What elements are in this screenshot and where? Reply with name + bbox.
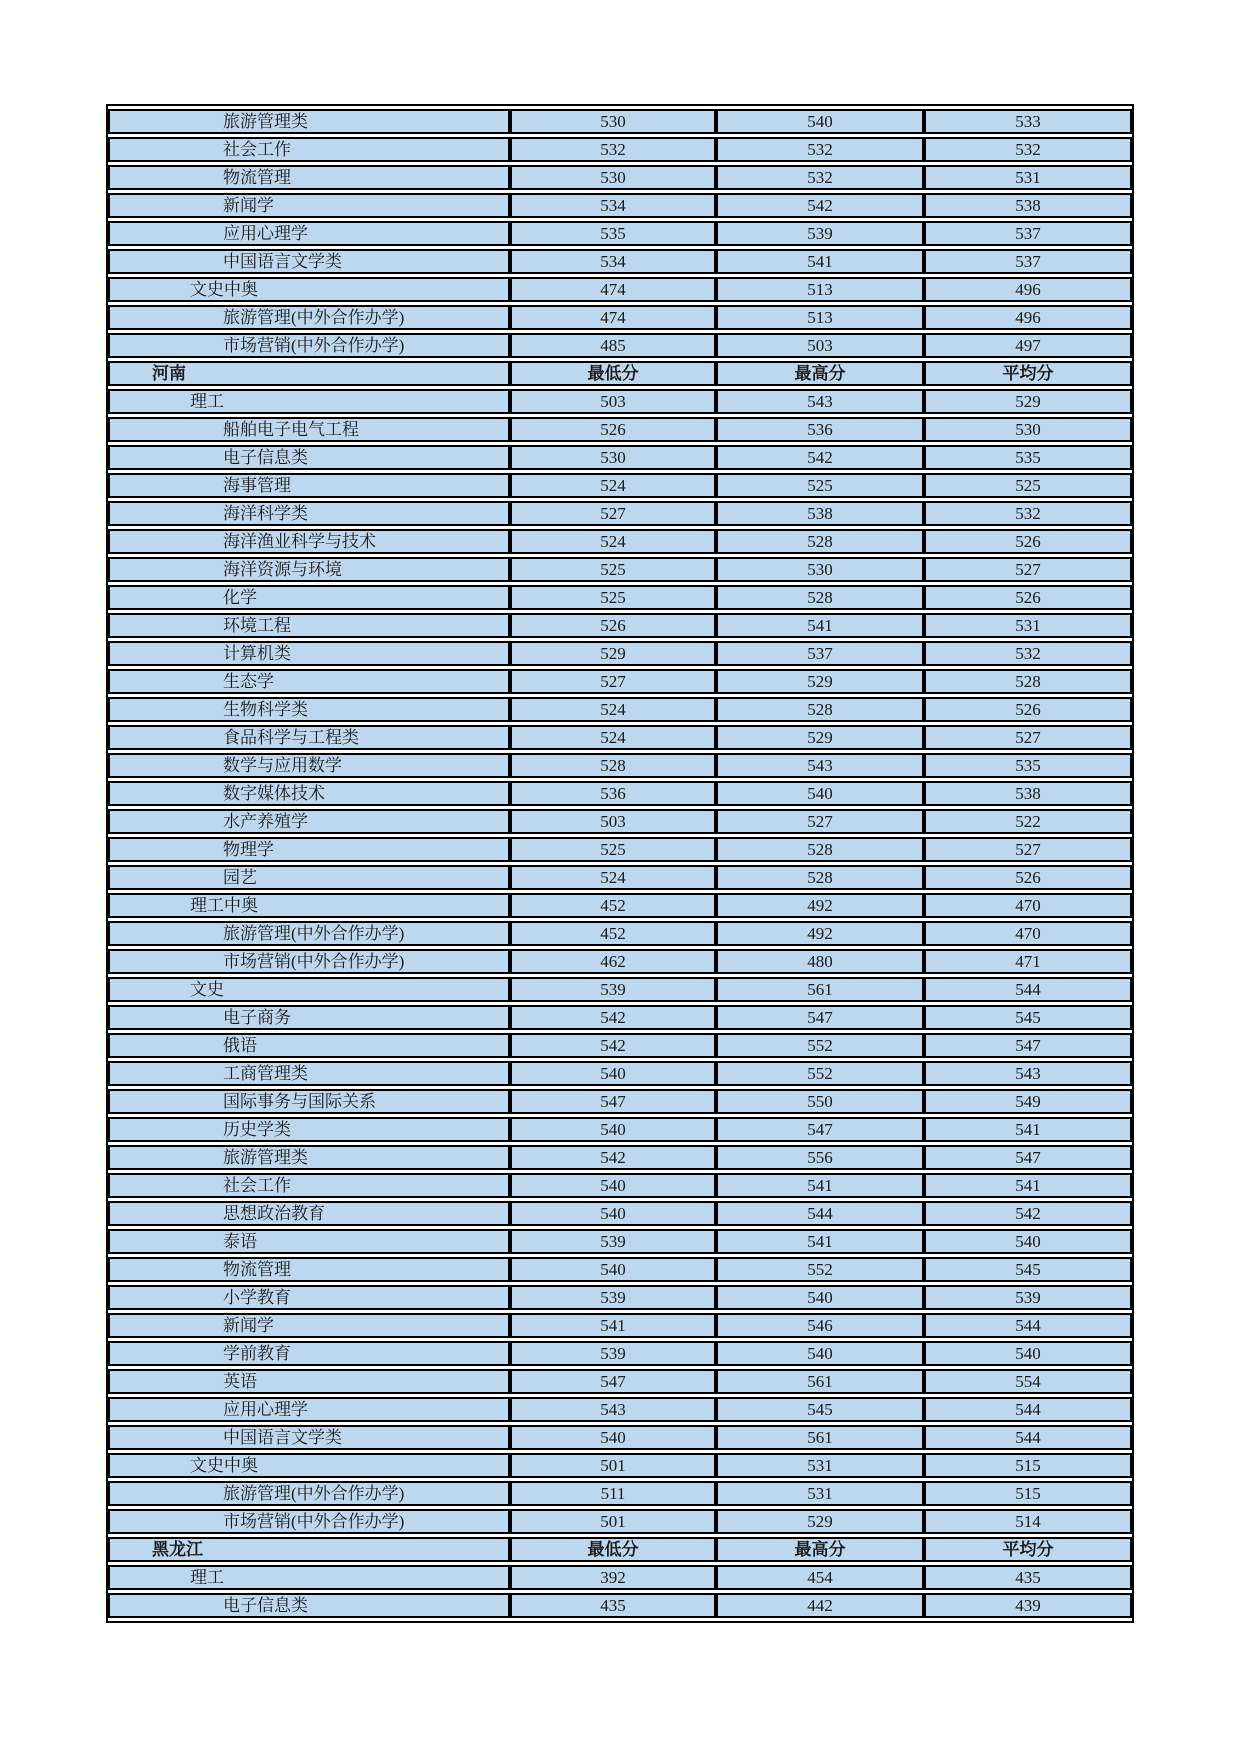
max-score-cell: 538 <box>716 501 924 526</box>
max-score-cell: 556 <box>716 1145 924 1170</box>
avg-score-cell: 439 <box>924 1593 1132 1618</box>
min-score-cell: 529 <box>510 641 716 666</box>
table-row <box>108 445 1132 470</box>
row-label-cell: 船舶电子电气工程 <box>108 417 510 442</box>
table-row <box>108 697 1132 722</box>
min-score-cell: 539 <box>510 977 716 1002</box>
table-row <box>108 1061 1132 1086</box>
avg-score-cell: 530 <box>924 417 1132 442</box>
table-row <box>108 865 1132 890</box>
min-score-cell: 527 <box>510 501 716 526</box>
max-score-cell: 480 <box>716 949 924 974</box>
min-score-cell: 452 <box>510 921 716 946</box>
avg-score-cell: 540 <box>924 1229 1132 1254</box>
min-score-cell: 526 <box>510 613 716 638</box>
min-score-cell: 501 <box>510 1453 716 1478</box>
avg-score-cell: 515 <box>924 1453 1132 1478</box>
avg-score-cell: 545 <box>924 1005 1132 1030</box>
max-score-cell: 525 <box>716 473 924 498</box>
table-row <box>108 557 1132 582</box>
row-label-cell: 电子商务 <box>108 1005 510 1030</box>
max-score-cell: 528 <box>716 865 924 890</box>
avg-score-cell: 531 <box>924 613 1132 638</box>
table-row <box>108 837 1132 862</box>
max-score-cell: 442 <box>716 1593 924 1618</box>
avg-score-cell: 535 <box>924 445 1132 470</box>
row-label-cell: 社会工作 <box>108 137 510 162</box>
max-score-cell: 547 <box>716 1117 924 1142</box>
max-score-cell: 527 <box>716 809 924 834</box>
table-row <box>108 361 1132 386</box>
max-score-cell: 541 <box>716 1229 924 1254</box>
max-score-cell: 528 <box>716 837 924 862</box>
min-score-cell: 540 <box>510 1117 716 1142</box>
max-score-cell: 541 <box>716 613 924 638</box>
max-score-cell: 542 <box>716 193 924 218</box>
min-score-cell: 最低分 <box>510 361 716 386</box>
row-label-cell: 理工 <box>108 389 510 414</box>
row-label-cell: 理工中奥 <box>108 893 510 918</box>
max-score-cell: 528 <box>716 529 924 554</box>
row-label-cell: 环境工程 <box>108 613 510 638</box>
table-row <box>108 1201 1132 1226</box>
avg-score-cell: 541 <box>924 1173 1132 1198</box>
row-label-cell: 河南 <box>108 361 510 386</box>
row-label-cell: 文史中奥 <box>108 1453 510 1478</box>
min-score-cell: 534 <box>510 249 716 274</box>
min-score-cell: 525 <box>510 585 716 610</box>
row-label-cell: 文史 <box>108 977 510 1002</box>
row-label-cell: 文史中奥 <box>108 277 510 302</box>
avg-score-cell: 528 <box>924 669 1132 694</box>
row-label-cell: 水产养殖学 <box>108 809 510 834</box>
row-label-cell: 黑龙江 <box>108 1537 510 1562</box>
row-label-cell: 电子信息类 <box>108 445 510 470</box>
row-label-cell: 中国语言文学类 <box>108 1425 510 1450</box>
avg-score-cell: 470 <box>924 893 1132 918</box>
table-row <box>108 725 1132 750</box>
min-score-cell: 485 <box>510 333 716 358</box>
row-label-cell: 历史学类 <box>108 1117 510 1142</box>
row-label-cell: 市场营销(中外合作办学) <box>108 949 510 974</box>
min-score-cell: 524 <box>510 697 716 722</box>
table-row <box>108 389 1132 414</box>
min-score-cell: 540 <box>510 1173 716 1198</box>
row-label-cell: 海洋资源与环境 <box>108 557 510 582</box>
row-label-cell: 旅游管理类 <box>108 109 510 134</box>
min-score-cell: 540 <box>510 1061 716 1086</box>
max-score-cell: 541 <box>716 249 924 274</box>
row-label-cell: 旅游管理(中外合作办学) <box>108 1481 510 1506</box>
avg-score-cell: 554 <box>924 1369 1132 1394</box>
table-row <box>108 1537 1132 1562</box>
avg-score-cell: 527 <box>924 837 1132 862</box>
row-label-cell: 计算机类 <box>108 641 510 666</box>
min-score-cell: 524 <box>510 473 716 498</box>
table-row <box>108 137 1132 162</box>
avg-score-cell: 529 <box>924 389 1132 414</box>
avg-score-cell: 平均分 <box>924 361 1132 386</box>
table-row <box>108 1117 1132 1142</box>
avg-score-cell: 526 <box>924 585 1132 610</box>
min-score-cell: 536 <box>510 781 716 806</box>
row-label-cell: 物流管理 <box>108 1257 510 1282</box>
min-score-cell: 525 <box>510 837 716 862</box>
max-score-cell: 541 <box>716 1173 924 1198</box>
row-label-cell: 化学 <box>108 585 510 610</box>
max-score-cell: 529 <box>716 1509 924 1534</box>
max-score-cell: 503 <box>716 333 924 358</box>
row-label-cell: 思想政治教育 <box>108 1201 510 1226</box>
avg-score-cell: 544 <box>924 1425 1132 1450</box>
min-score-cell: 525 <box>510 557 716 582</box>
table-row <box>108 921 1132 946</box>
min-score-cell: 474 <box>510 277 716 302</box>
max-score-cell: 552 <box>716 1061 924 1086</box>
max-score-cell: 529 <box>716 725 924 750</box>
row-label-cell: 旅游管理(中外合作办学) <box>108 305 510 330</box>
avg-score-cell: 435 <box>924 1565 1132 1590</box>
table-row <box>108 1285 1132 1310</box>
avg-score-cell: 544 <box>924 1397 1132 1422</box>
table-row <box>108 1145 1132 1170</box>
avg-score-cell: 515 <box>924 1481 1132 1506</box>
table-row <box>108 249 1132 274</box>
table-row <box>108 529 1132 554</box>
min-score-cell: 526 <box>510 417 716 442</box>
table-row <box>108 1593 1132 1618</box>
row-label-cell: 食品科学与工程类 <box>108 725 510 750</box>
max-score-cell: 550 <box>716 1089 924 1114</box>
row-label-cell: 海事管理 <box>108 473 510 498</box>
avg-score-cell: 544 <box>924 977 1132 1002</box>
max-score-cell: 545 <box>716 1397 924 1422</box>
avg-score-cell: 538 <box>924 781 1132 806</box>
max-score-cell: 454 <box>716 1565 924 1590</box>
row-label-cell: 小学教育 <box>108 1285 510 1310</box>
avg-score-cell: 547 <box>924 1033 1132 1058</box>
row-label-cell: 中国语言文学类 <box>108 249 510 274</box>
row-label-cell: 物理学 <box>108 837 510 862</box>
avg-score-cell: 526 <box>924 529 1132 554</box>
avg-score-cell: 542 <box>924 1201 1132 1226</box>
max-score-cell: 547 <box>716 1005 924 1030</box>
table-row <box>108 809 1132 834</box>
row-label-cell: 新闻学 <box>108 1313 510 1338</box>
table-row <box>108 417 1132 442</box>
avg-score-cell: 547 <box>924 1145 1132 1170</box>
table-row <box>108 1509 1132 1534</box>
max-score-cell: 532 <box>716 165 924 190</box>
admission-score-table <box>106 104 1134 1623</box>
avg-score-cell: 471 <box>924 949 1132 974</box>
row-label-cell: 应用心理学 <box>108 221 510 246</box>
min-score-cell: 503 <box>510 809 716 834</box>
avg-score-cell: 537 <box>924 221 1132 246</box>
row-label-cell: 市场营销(中外合作办学) <box>108 333 510 358</box>
avg-score-cell: 533 <box>924 109 1132 134</box>
avg-score-cell: 549 <box>924 1089 1132 1114</box>
min-score-cell: 435 <box>510 1593 716 1618</box>
avg-score-cell: 532 <box>924 137 1132 162</box>
table-row <box>108 1173 1132 1198</box>
row-label-cell: 学前教育 <box>108 1341 510 1366</box>
row-label-cell: 工商管理类 <box>108 1061 510 1086</box>
max-score-cell: 536 <box>716 417 924 442</box>
table-row <box>108 893 1132 918</box>
table-row <box>108 473 1132 498</box>
score-table-body <box>108 109 1132 1618</box>
table-row <box>108 585 1132 610</box>
table-row <box>108 193 1132 218</box>
table-row <box>108 1369 1132 1394</box>
max-score-cell: 540 <box>716 781 924 806</box>
min-score-cell: 530 <box>510 109 716 134</box>
max-score-cell: 最高分 <box>716 1537 924 1562</box>
min-score-cell: 524 <box>510 865 716 890</box>
max-score-cell: 531 <box>716 1481 924 1506</box>
table-row <box>108 1565 1132 1590</box>
avg-score-cell: 537 <box>924 249 1132 274</box>
row-label-cell: 旅游管理(中外合作办学) <box>108 921 510 946</box>
max-score-cell: 552 <box>716 1257 924 1282</box>
table-row <box>108 333 1132 358</box>
row-label-cell: 社会工作 <box>108 1173 510 1198</box>
min-score-cell: 542 <box>510 1145 716 1170</box>
min-score-cell: 462 <box>510 949 716 974</box>
max-score-cell: 529 <box>716 669 924 694</box>
max-score-cell: 531 <box>716 1453 924 1478</box>
row-label-cell: 数字媒体技术 <box>108 781 510 806</box>
row-label-cell: 理工 <box>108 1565 510 1590</box>
row-label-cell: 电子信息类 <box>108 1593 510 1618</box>
table-row <box>108 1313 1132 1338</box>
min-score-cell: 534 <box>510 193 716 218</box>
avg-score-cell: 522 <box>924 809 1132 834</box>
table-row <box>108 753 1132 778</box>
table-row <box>108 1257 1132 1282</box>
row-label-cell: 国际事务与国际关系 <box>108 1089 510 1114</box>
min-score-cell: 540 <box>510 1257 716 1282</box>
max-score-cell: 532 <box>716 137 924 162</box>
table-row <box>108 613 1132 638</box>
row-label-cell: 旅游管理类 <box>108 1145 510 1170</box>
avg-score-cell: 545 <box>924 1257 1132 1282</box>
table-row <box>108 305 1132 330</box>
avg-score-cell: 539 <box>924 1285 1132 1310</box>
row-label-cell: 应用心理学 <box>108 1397 510 1422</box>
min-score-cell: 530 <box>510 445 716 470</box>
max-score-cell: 492 <box>716 893 924 918</box>
min-score-cell: 539 <box>510 1341 716 1366</box>
min-score-cell: 539 <box>510 1229 716 1254</box>
table-row <box>108 1089 1132 1114</box>
row-label-cell: 海洋渔业科学与技术 <box>108 529 510 554</box>
avg-score-cell: 514 <box>924 1509 1132 1534</box>
row-label-cell: 物流管理 <box>108 165 510 190</box>
min-score-cell: 542 <box>510 1033 716 1058</box>
min-score-cell: 547 <box>510 1369 716 1394</box>
max-score-cell: 537 <box>716 641 924 666</box>
min-score-cell: 511 <box>510 1481 716 1506</box>
max-score-cell: 539 <box>716 221 924 246</box>
table-row <box>108 949 1132 974</box>
avg-score-cell: 470 <box>924 921 1132 946</box>
min-score-cell: 524 <box>510 725 716 750</box>
table-row <box>108 1481 1132 1506</box>
avg-score-cell: 525 <box>924 473 1132 498</box>
min-score-cell: 530 <box>510 165 716 190</box>
min-score-cell: 528 <box>510 753 716 778</box>
row-label-cell: 数学与应用数学 <box>108 753 510 778</box>
max-score-cell: 513 <box>716 305 924 330</box>
max-score-cell: 540 <box>716 1341 924 1366</box>
max-score-cell: 561 <box>716 977 924 1002</box>
avg-score-cell: 527 <box>924 725 1132 750</box>
min-score-cell: 542 <box>510 1005 716 1030</box>
max-score-cell: 528 <box>716 585 924 610</box>
table-row <box>108 669 1132 694</box>
table-row <box>108 781 1132 806</box>
min-score-cell: 452 <box>510 893 716 918</box>
table-row <box>108 109 1132 134</box>
avg-score-cell: 544 <box>924 1313 1132 1338</box>
max-score-cell: 552 <box>716 1033 924 1058</box>
row-label-cell: 俄语 <box>108 1033 510 1058</box>
row-label-cell: 泰语 <box>108 1229 510 1254</box>
min-score-cell: 最低分 <box>510 1537 716 1562</box>
avg-score-cell: 543 <box>924 1061 1132 1086</box>
max-score-cell: 最高分 <box>716 361 924 386</box>
min-score-cell: 474 <box>510 305 716 330</box>
table-row <box>108 1229 1132 1254</box>
table-row <box>108 1397 1132 1422</box>
table-row <box>108 641 1132 666</box>
avg-score-cell: 平均分 <box>924 1537 1132 1562</box>
avg-score-cell: 526 <box>924 697 1132 722</box>
row-label-cell: 新闻学 <box>108 193 510 218</box>
max-score-cell: 492 <box>716 921 924 946</box>
min-score-cell: 524 <box>510 529 716 554</box>
min-score-cell: 540 <box>510 1201 716 1226</box>
table-row <box>108 977 1132 1002</box>
min-score-cell: 392 <box>510 1565 716 1590</box>
table-row <box>108 1453 1132 1478</box>
min-score-cell: 503 <box>510 389 716 414</box>
max-score-cell: 544 <box>716 1201 924 1226</box>
table-row <box>108 1005 1132 1030</box>
table-row <box>108 1033 1132 1058</box>
row-label-cell: 园艺 <box>108 865 510 890</box>
avg-score-cell: 527 <box>924 557 1132 582</box>
min-score-cell: 540 <box>510 1425 716 1450</box>
table-row <box>108 221 1132 246</box>
table-row <box>108 1425 1132 1450</box>
row-label-cell: 生态学 <box>108 669 510 694</box>
max-score-cell: 542 <box>716 445 924 470</box>
avg-score-cell: 532 <box>924 641 1132 666</box>
table-row <box>108 277 1132 302</box>
max-score-cell: 543 <box>716 389 924 414</box>
min-score-cell: 543 <box>510 1397 716 1422</box>
avg-score-cell: 531 <box>924 165 1132 190</box>
avg-score-cell: 535 <box>924 753 1132 778</box>
max-score-cell: 561 <box>716 1369 924 1394</box>
avg-score-cell: 538 <box>924 193 1132 218</box>
min-score-cell: 532 <box>510 137 716 162</box>
min-score-cell: 527 <box>510 669 716 694</box>
row-label-cell: 英语 <box>108 1369 510 1394</box>
row-label-cell: 市场营销(中外合作办学) <box>108 1509 510 1534</box>
max-score-cell: 540 <box>716 109 924 134</box>
avg-score-cell: 532 <box>924 501 1132 526</box>
min-score-cell: 535 <box>510 221 716 246</box>
avg-score-cell: 497 <box>924 333 1132 358</box>
min-score-cell: 541 <box>510 1313 716 1338</box>
avg-score-cell: 540 <box>924 1341 1132 1366</box>
avg-score-cell: 496 <box>924 277 1132 302</box>
avg-score-cell: 526 <box>924 865 1132 890</box>
table-row <box>108 501 1132 526</box>
min-score-cell: 539 <box>510 1285 716 1310</box>
max-score-cell: 540 <box>716 1285 924 1310</box>
avg-score-cell: 496 <box>924 305 1132 330</box>
max-score-cell: 543 <box>716 753 924 778</box>
max-score-cell: 530 <box>716 557 924 582</box>
max-score-cell: 561 <box>716 1425 924 1450</box>
table-row <box>108 165 1132 190</box>
row-label-cell: 生物科学类 <box>108 697 510 722</box>
row-label-cell: 海洋科学类 <box>108 501 510 526</box>
max-score-cell: 528 <box>716 697 924 722</box>
max-score-cell: 513 <box>716 277 924 302</box>
max-score-cell: 546 <box>716 1313 924 1338</box>
min-score-cell: 501 <box>510 1509 716 1534</box>
table-row <box>108 1341 1132 1366</box>
avg-score-cell: 541 <box>924 1117 1132 1142</box>
min-score-cell: 547 <box>510 1089 716 1114</box>
